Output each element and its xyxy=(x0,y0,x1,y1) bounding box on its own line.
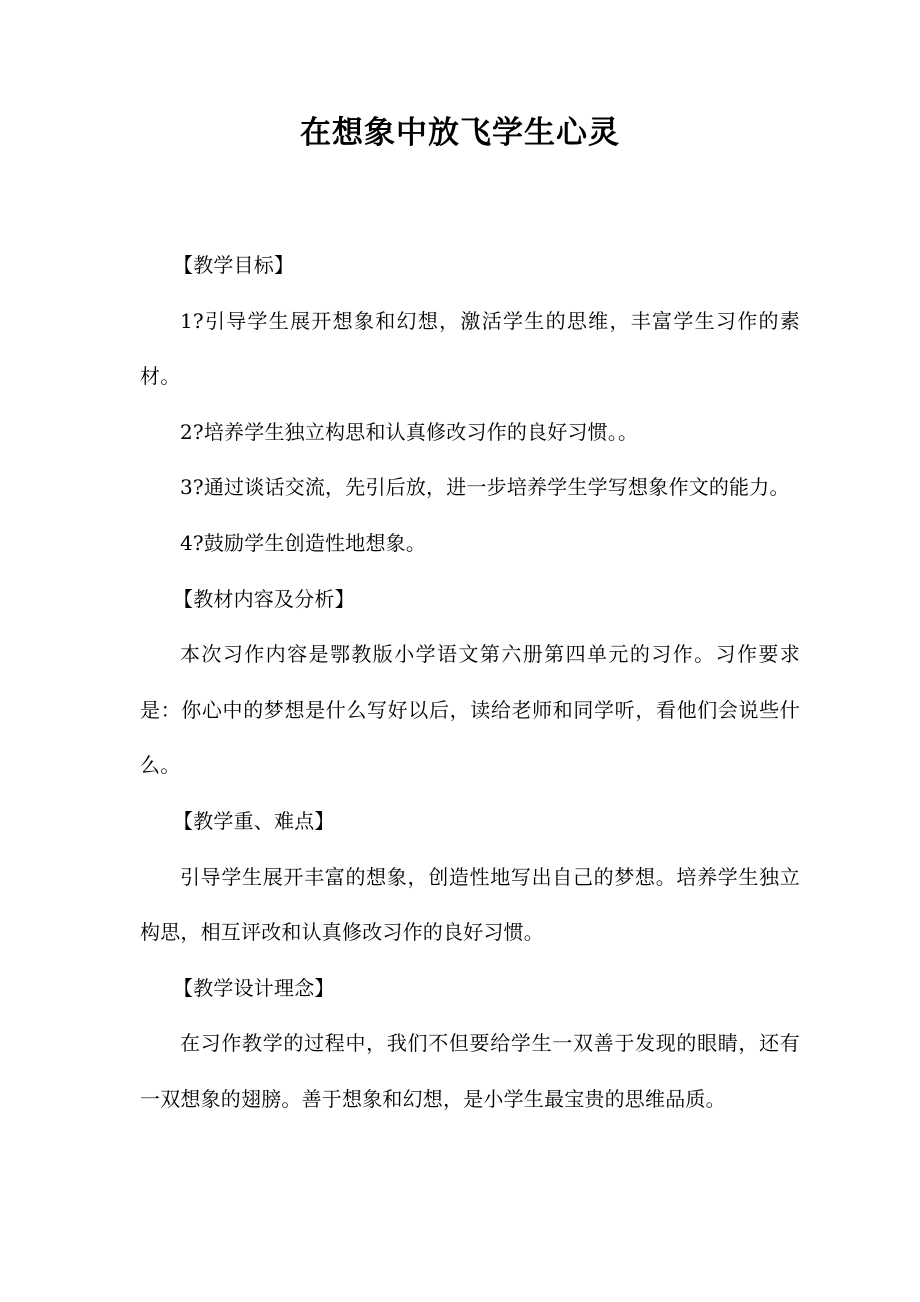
section-heading-teaching-goals: 【教学目标】 xyxy=(173,253,295,277)
design-concept-paragraph: 在习作教学的过程中，我们不但要给学生一双善于发现的眼睛，还有一双想象的翅膀。善于想象和幻想，是小学生最宝贵的思维品质。 xyxy=(140,1031,800,1111)
goal-item-4: 4?鼓励学生创造性地想象。 xyxy=(180,530,427,555)
document-body xyxy=(140,238,800,1128)
key-points-paragraph: 引导学生展开丰富的想象，创造性地写出自己的梦想。培养学生独立构思，相互评改和认真修改习作的良好习惯。 xyxy=(140,864,800,945)
goal-item-1: 1?引导学生展开想象和幻想，激活学生的思维，丰富学生习作的素材。 xyxy=(140,308,800,389)
section-heading-content-analysis: 【教材内容及分析】 xyxy=(173,586,355,611)
content-analysis-paragraph: 本次习作内容是鄂教版小学语文第六册第四单元的习作。习作要求是：你心中的梦想是什么写好以后，读给老师和同学听，看他们会说些什么。 xyxy=(140,642,800,778)
document-title: 在想象中放飞学生心灵 xyxy=(300,115,620,151)
goal-item-2: 2?培养学生独立构思和认真修改习作的良好习惯。。 xyxy=(180,419,639,444)
section-heading-key-points: 【教学重、难点】 xyxy=(173,808,335,833)
section-heading-design-concept: 【教学设计理念】 xyxy=(173,975,335,1000)
goal-item-3: 3?通过谈话交流，先引后放，进一步培养学生学写想象作文的能力。 xyxy=(180,475,790,500)
